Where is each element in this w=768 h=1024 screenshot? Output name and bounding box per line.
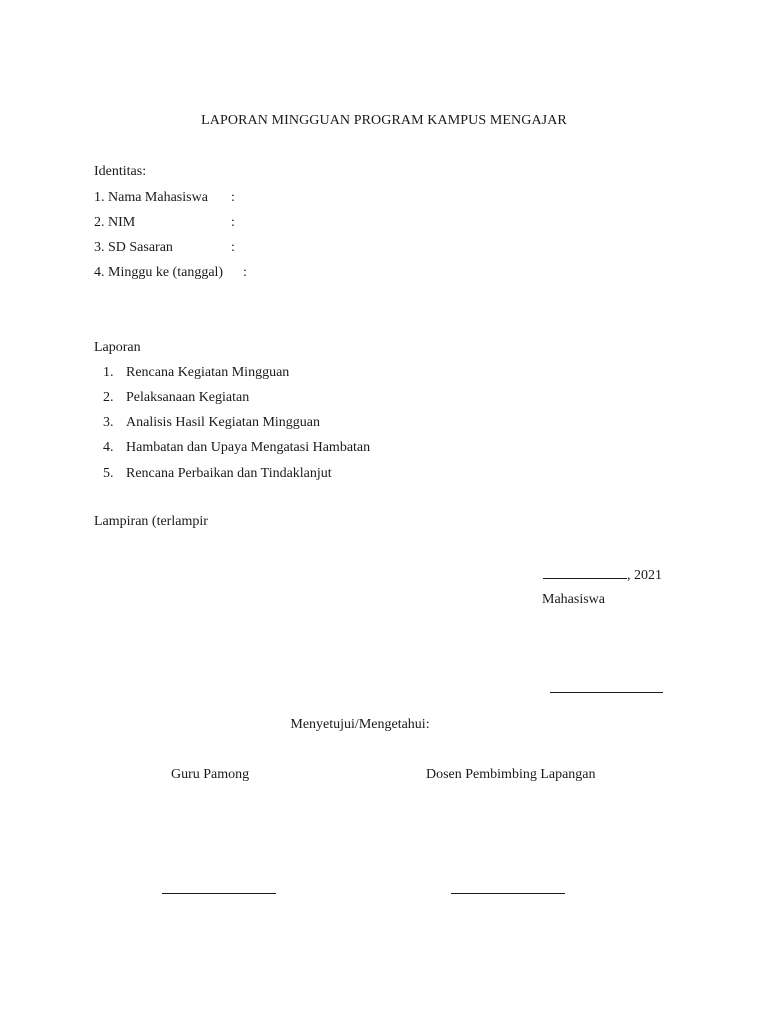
- identity-row-school: [94, 239, 173, 257]
- report-item-number: 4.: [103, 440, 114, 455]
- date-blank: [543, 565, 627, 579]
- report-item-number: 3.: [103, 415, 114, 430]
- report-item-text: Pelaksanaan Kegiatan: [126, 390, 250, 405]
- date-suffix: , 2021: [627, 568, 662, 583]
- report-heading: Laporan: [94, 340, 141, 355]
- report-item-text: Rencana Kegiatan Mingguan: [126, 365, 290, 380]
- report-item: [103, 364, 289, 382]
- report-item-number: 5.: [103, 466, 114, 481]
- approval-label: Menyetujui/Mengetahui:: [290, 717, 430, 732]
- identity-colon: :: [243, 265, 247, 280]
- report-item-number: 2.: [103, 390, 114, 405]
- report-item-number: 1.: [103, 365, 114, 380]
- lecturer-role: Dosen Pembimbing Lapangan: [426, 767, 596, 782]
- report-item: [103, 439, 370, 457]
- identity-row-name: [94, 189, 208, 207]
- identity-label: 1. Nama Mahasiswa: [94, 190, 208, 205]
- lecturer-signature-line: [451, 893, 565, 894]
- student-role: Mahasiswa: [542, 592, 605, 607]
- identity-label: 4. Minggu ke (tanggal): [94, 265, 224, 280]
- report-item: [103, 414, 320, 432]
- teacher-role: Guru Pamong: [171, 767, 250, 782]
- attachment-note: Lampiran (terlampir: [94, 514, 208, 529]
- identity-label: 3. SD Sasaran: [94, 240, 173, 255]
- identity-heading: Identitas:: [94, 164, 147, 179]
- identity-colon: :: [231, 215, 235, 230]
- report-item-text: Analisis Hasil Kegiatan Mingguan: [126, 415, 321, 430]
- report-item: [103, 465, 332, 483]
- date-line: [543, 565, 662, 585]
- teacher-signature-line: [162, 893, 276, 894]
- report-item-text: Rencana Perbaikan dan Tindaklanjut: [126, 466, 332, 481]
- identity-colon: :: [231, 240, 235, 255]
- identity-colon: :: [231, 190, 235, 205]
- student-signature-line: [550, 692, 663, 693]
- identity-row-nim: [94, 214, 135, 232]
- document-title: LAPORAN MINGGUAN PROGRAM KAMPUS MENGAJAR: [201, 113, 567, 128]
- identity-row-week: [94, 264, 223, 282]
- report-item: [103, 389, 249, 407]
- report-item-text: Hambatan dan Upaya Mengatasi Hambatan: [126, 440, 371, 455]
- identity-label: 2. NIM: [94, 215, 136, 230]
